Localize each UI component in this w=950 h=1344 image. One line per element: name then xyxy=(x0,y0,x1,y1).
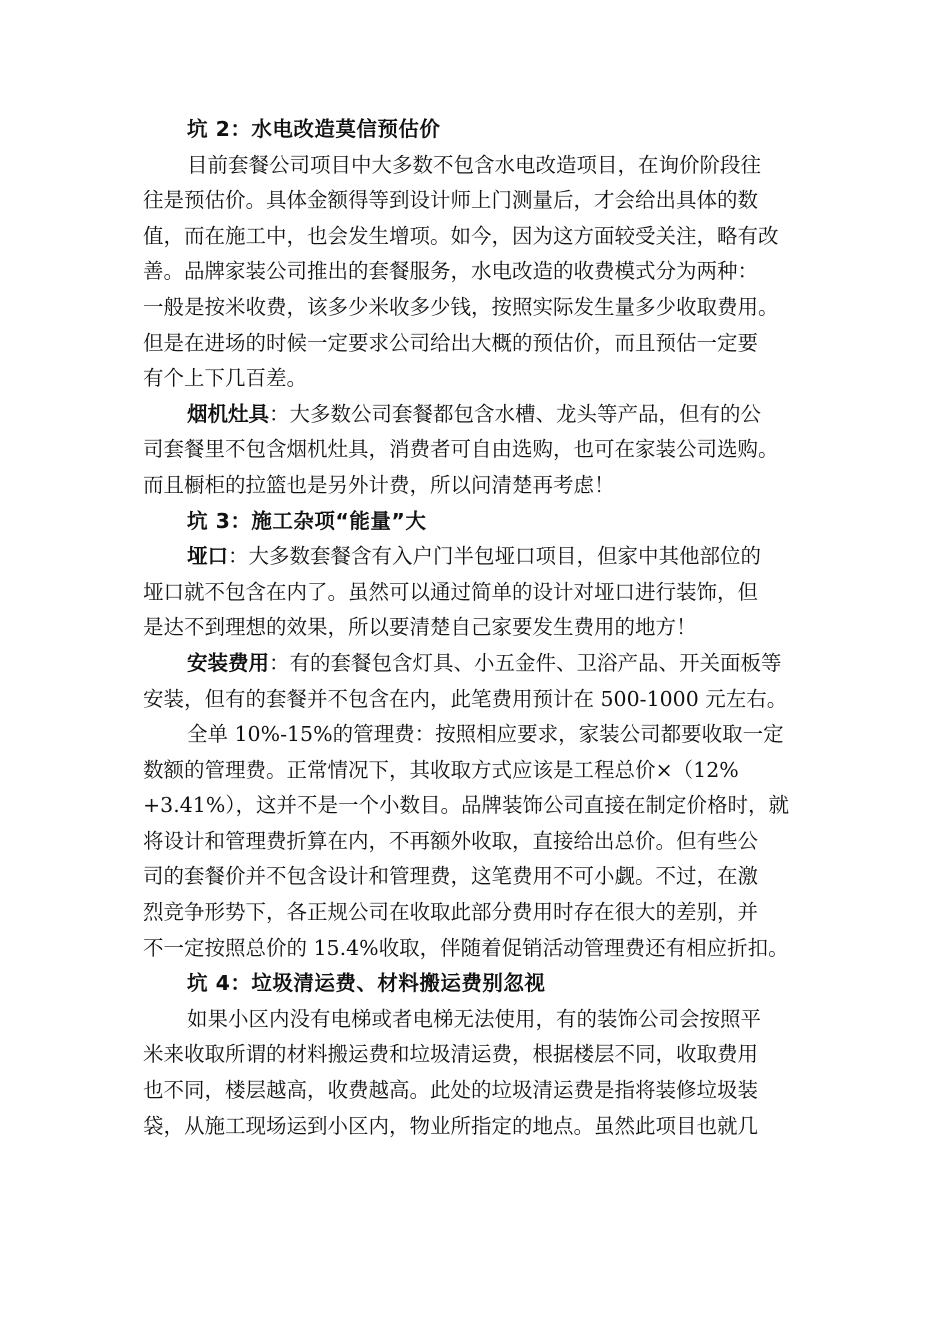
section-heading: 坑 4：垃圾清运费、材料搬运费别忽视 xyxy=(187,971,546,996)
paragraph-line: 米来收取所谓的材料搬运费和垃圾清运费，根据楼层不同，收取费用 xyxy=(143,1042,758,1067)
paragraph-line: 全单 10%-15%的管理费：按照相应要求，家装公司都要收取一定 xyxy=(187,722,784,747)
item-first-line xyxy=(143,539,819,575)
paragraph-line: 善。品牌家装公司推出的套餐服务，水电改造的收费模式分为两种： xyxy=(143,259,758,284)
item-lead: 垭口 xyxy=(187,544,228,569)
item-first-line xyxy=(143,397,819,433)
paragraph-line: 但是在进场的时候一定要求公司给出大概的预估价，而且预估一定要 xyxy=(143,330,758,355)
paragraph-line: +3.41%），这并不是一个小数目。品牌装饰公司直接在制定价格时，就 xyxy=(143,793,790,818)
paragraph-line: 往是预估价。具体金额得等到设计师上门测量后，才会给出具体的数 xyxy=(143,188,758,213)
section-heading: 坑 3：施工杂项“能量”大 xyxy=(187,508,427,533)
paragraph-line: 垭口就不包含在内了。虽然可以通过简单的设计对垭口进行装饰，但 xyxy=(143,579,758,604)
paragraph-line: 司套餐里不包含烟机灶具，消费者可自由选购，也可在家装公司选购。 xyxy=(143,437,779,462)
item-lead: 烟机灶具 xyxy=(187,401,269,426)
paragraph-line: 而且橱柜的拉篮也是另外计费，所以问清楚再考虑！ xyxy=(143,472,615,497)
paragraph-line: 如果小区内没有电梯或者电梯无法使用，有的装饰公司会按照平 xyxy=(187,1006,761,1031)
paragraph-line: 安装，但有的套餐并不包含在内，此笔费用预计在 500-1000 元左右。 xyxy=(143,686,788,711)
paragraph-line: 将设计和管理费折算在内，不再额外收取，直接给出总价。但有些公 xyxy=(143,828,758,853)
paragraph-line: 数额的管理费。正常情况下，其收取方式应该是工程总价×（12% xyxy=(143,757,739,782)
paragraph-line: 值，而在施工中，也会发生增项。如今，因为这方面较受关注，略有改 xyxy=(143,223,779,248)
paragraph-line: 目前套餐公司项目中大多数不包含水电改造项目，在询价阶段往 xyxy=(187,152,761,177)
paragraph-line: 烈竞争形势下，各正规公司在收取此部分费用时存在很大的差别，并 xyxy=(143,900,758,925)
item-lead: 安装费用 xyxy=(187,650,269,675)
paragraph-line: 也不同，楼层越高，收费越高。此处的垃圾清运费是指将装修垃圾装 xyxy=(143,1078,758,1103)
paragraph-line: 有个上下几百差。 xyxy=(143,366,307,391)
item-text: ：有的套餐包含灯具、小五金件、卫浴产品、开关面板等 xyxy=(269,650,782,675)
document-page xyxy=(143,112,819,1144)
paragraph-line: 一般是按米收费，该多少米收多少钱，按照实际发生量多少收取费用。 xyxy=(143,294,779,319)
item-text: ：大多数套餐含有入户门半包垭口项目，但家中其他部位的 xyxy=(228,544,761,569)
item-text: ：大多数公司套餐都包含水槽、龙头等产品，但有的公 xyxy=(269,401,761,426)
paragraph-line: 不一定按照总价的 15.4%收取，伴随着促销活动管理费还有相应折扣。 xyxy=(143,935,789,960)
paragraph-line: 是达不到理想的效果，所以要清楚自己家要发生费用的地方！ xyxy=(143,615,697,640)
paragraph-line: 袋，从施工现场运到小区内，物业所指定的地点。虽然此项目也就几 xyxy=(143,1113,758,1138)
paragraph-line: 司的套餐价并不包含设计和管理费，这笔费用不可小觑。不过，在激 xyxy=(143,864,758,889)
section-heading: 坑 2：水电改造莫信预估价 xyxy=(187,117,441,141)
item-first-line xyxy=(143,646,819,682)
